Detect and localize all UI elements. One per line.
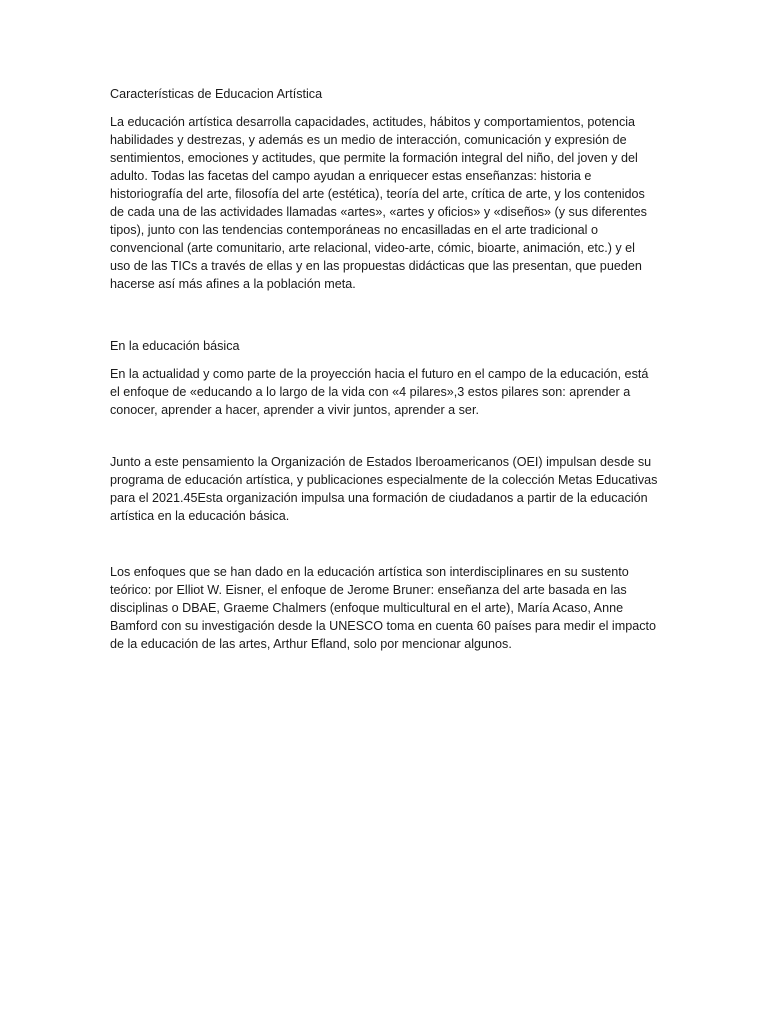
spacer <box>110 419 658 453</box>
document-body <box>110 85 658 653</box>
section-heading-basic-education: En la educación básica <box>110 339 240 353</box>
spacer <box>110 525 658 563</box>
intro-paragraph: La educación artística desarrolla capacidades, actitudes, hábitos y comportamientos, potencia habilidades y destrezas, y además es un medio de interacción, comunicación y expresión de sentimientos, emociones y actitudes, que permite la formación integral del niño, del joven y del adulto. Todas las facetas del campo ayudan a enriquecer estas enseñanzas: historia e historiografía del arte, filosofía del arte (estética), teoría del arte, crítica de arte, y los contenidos de cada una de las actividades llamadas «artes», «artes y oficios» y «diseños» (y sus diferentes tipos), junto con las tendencias contemporáneas no encasilladas en el arte tradicional o convencional (arte comunitario, arte relacional, video-arte, cómic, bioarte, animación, etc.) y el uso de las TICs a través de ellas y en las propuestas didácticas que las presentan, que pueden hacerse así más afines a la población meta. <box>110 115 647 291</box>
pillars-paragraph: En la actualidad y como parte de la proyección hacia el futuro en el campo de la educación, está el enfoque de «educando a lo largo de la vida con «4 pilares»,3 estos pilares son: aprender a conocer, aprender a hacer, aprender a vivir juntos, aprender a ser. <box>110 367 649 417</box>
approaches-paragraph: Los enfoques que se han dado en la educación artística son interdisciplinares en su sustento teórico: por Elliot W. Eisner, el enfoque de Jerome Bruner: enseñanza del arte basada en las disciplinas o DBAE, Graeme Chalmers (enfoque multicultural en el arte), María Acaso, Anne Bamford con su investigación desde la UNESCO toma en cuenta 60 países para medir el impacto de la educación de las artes, Arthur Efland, solo por mencionar algunos. <box>110 565 657 651</box>
document-title: Características de Educacion Artística <box>110 87 323 101</box>
spacer <box>110 293 658 337</box>
oei-paragraph: Junto a este pensamiento la Organización de Estados Iberoamericanos (OEI) impulsan desde su programa de educación artística, y publicaciones especialmente de la colección Metas Educativas para el 2021.45Esta organización impulsa una formación de ciudadanos a partir de la educación artística en la educación básica. <box>110 455 658 523</box>
